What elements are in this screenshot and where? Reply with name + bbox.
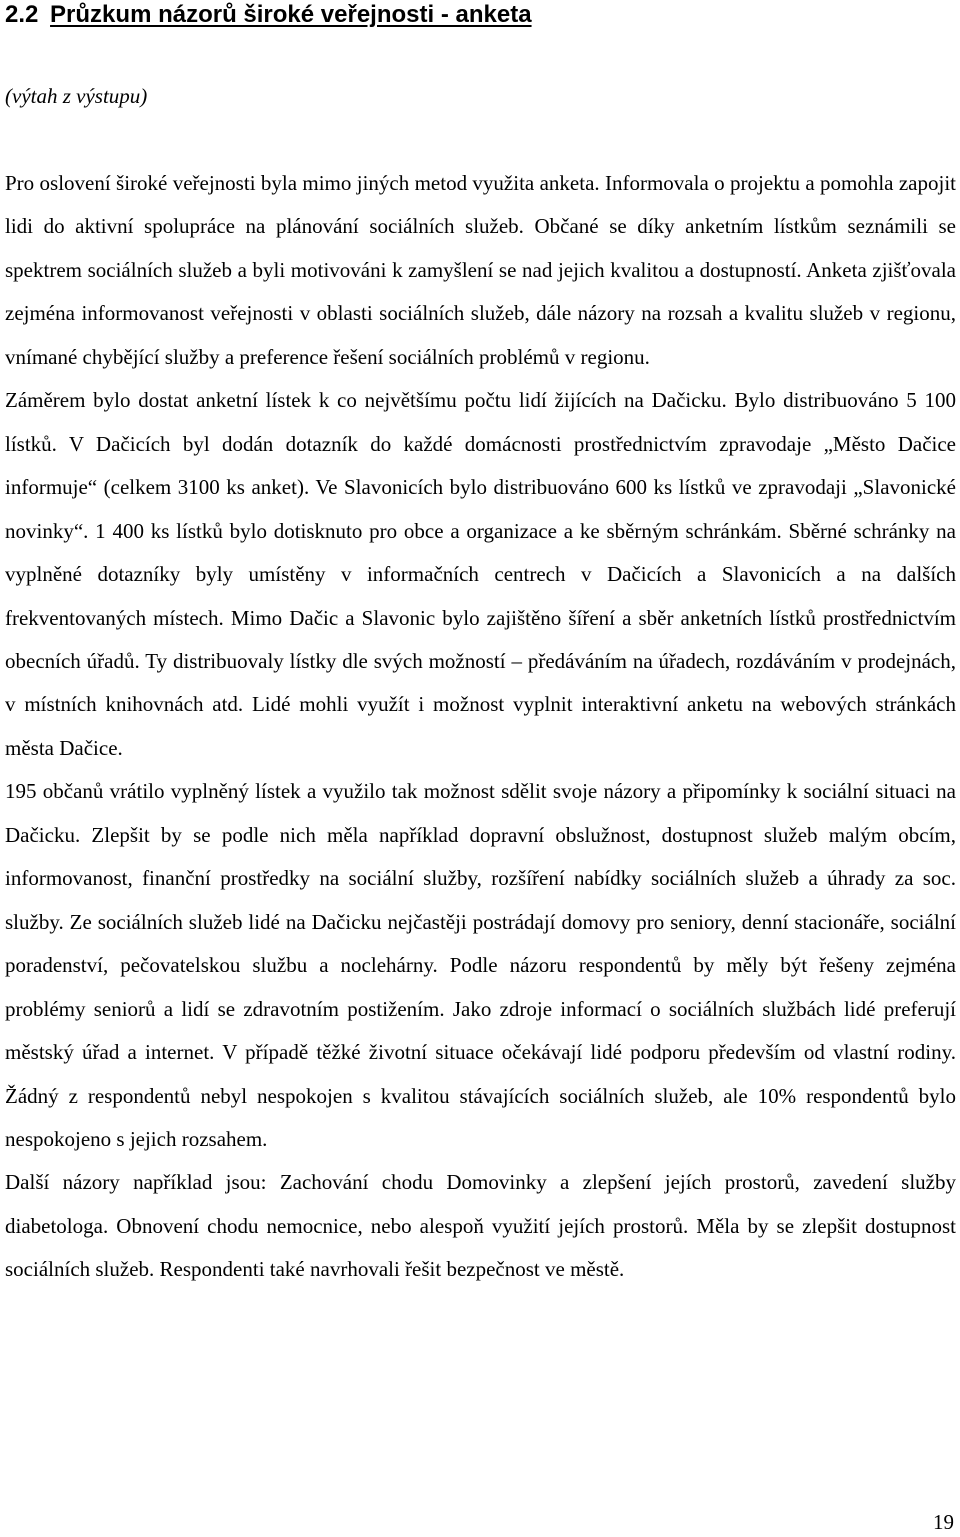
paragraph-distribution: Záměrem bylo dostat anketní lístek k co největšímu počtu lidí žijících na Dačicku. Bylo distribuováno 5 100 lístků. V Dačicích byl dodán dotazník do každé domácnosti prostřednictvím zpravodaje „Město Dačice informuje“ (celkem 3100 ks anket). Ve Slavonicích bylo distribuováno 600 ks lístků ve zpravodaji „Slavonické novinky“. 1 400 ks lístků bylo dotisknuto pro obce a organizace a ke sběrným schránkám. Sběrné schránky na vyplněné dotazníky byly umístěny v informačních centrech v Dačicích a Slavonicích a na dalších frekventovaných místech. Mimo Dačic a Slavonic bylo zajištěno šíření a sběr anketních lístků prostřednictvím obecních úřadů. Ty distribuovaly lístky dle svých možností – předáváním na úřadech, rozdáváním v prodejnách, v místních knihovnách atd. Lidé mohli využít i možnost vyplnit interaktivní anketu na webových stránkách města Dačice. bbox=[5, 388, 956, 760]
paragraph-intro: Pro oslovení široké veřejnosti byla mimo jiných metod využita anketa. Informovala o projektu a pomohla zapojit lidi do aktivní spolupráce na plánování sociálních služeb. Občané se díky anketním lístkům seznámili se spektrem sociálních služeb a byli motivováni k zamyšlení se nad jejich kvalitou a dostupností. Anketa zjišťovala zejména informovanost veřejnosti v oblasti sociálních služeb, dále názory na rozsah a kvalitu služeb v regionu, vnímané chybějící služby a preference řešení sociálních problémů v regionu. bbox=[5, 171, 956, 369]
section-subtitle: (výtah z výstupu) bbox=[5, 84, 148, 108]
body-text bbox=[5, 162, 956, 1292]
paragraph-other-opinions: Další názory například jsou: Zachování chodu Domovinky a zlepšení jejích prostorů, zavedení služby diabetologa. Obnovení chodu nemocnice, nebo alespoň využití jejích prostorů. Měla by se zlepšit dostupnost sociálních služeb. Respondenti také navrhovali řešit bezpečnost ve městě. bbox=[5, 1170, 956, 1282]
paragraph-results: 195 občanů vrátilo vyplněný lístek a využilo tak možnost sdělit svoje názory a připomínky k sociální situaci na Dačicku. Zlepšit by se podle nich měla například dopravní obslužnost, dostupnost služeb malým obcím, informovanost, finanční prostředky na sociální služby, rozšíření nabídky sociálních služeb a úhrady za soc. služby. Ze sociálních služeb lidé na Dačicku nejčastěji postrádají domovy pro seniory, denní stacionáře, sociální poradenství, pečovatelskou službu a noclehárny. Podle názoru respondentů by měly být řešeny zejména problémy seniorů a lidí se zdravotním postižením. Jako zdroje informací o sociálních službách lidé preferují městský úřad a internet. V případě těžké životní situace očekávají lidé podporu především od vlastní rodiny. Žádný z respondentů nebyl nespokojen s kvalitou stávajících sociálních služeb, ale 10% respondentů bylo nespokojeno s jejich rozsahem. bbox=[5, 779, 956, 1151]
section-title: Průzkum názorů široké veřejnosti - anketa bbox=[50, 1, 532, 28]
page-number: 19 bbox=[933, 1510, 954, 1534]
section-heading bbox=[5, 0, 532, 30]
section-number: 2.2 bbox=[5, 1, 39, 28]
